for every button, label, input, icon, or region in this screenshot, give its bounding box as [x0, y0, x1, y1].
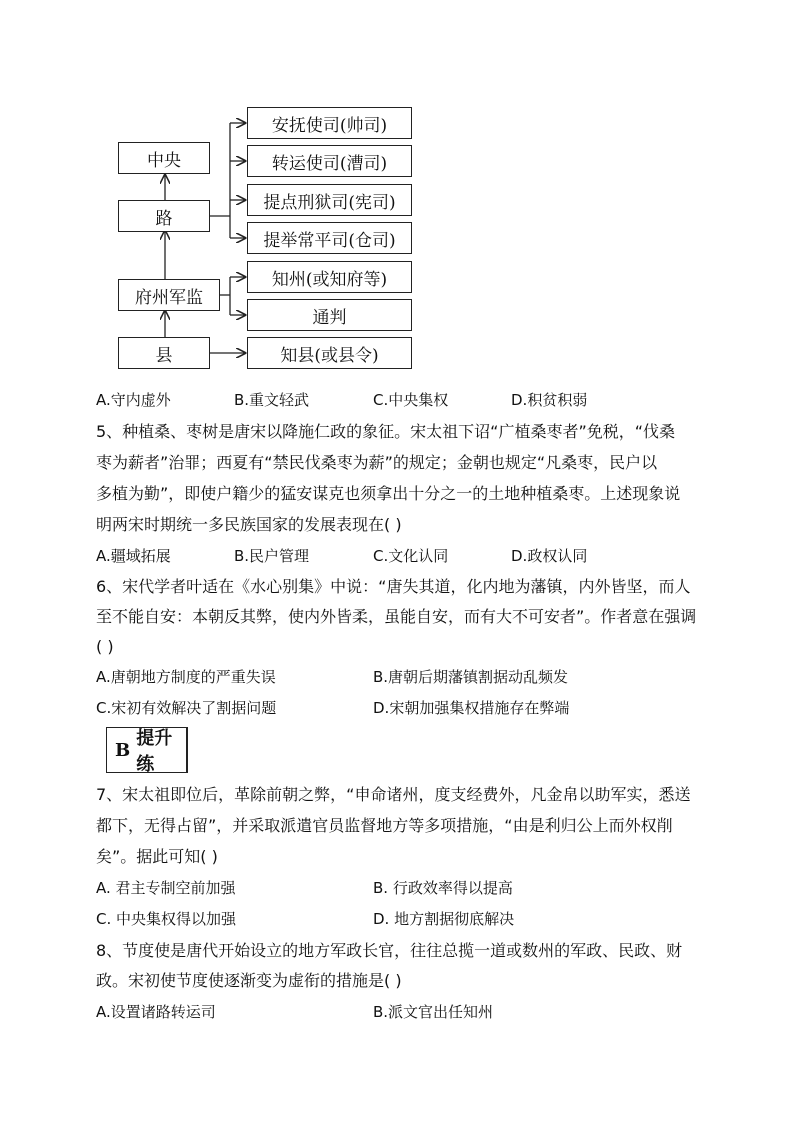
q5-option-a: A.疆域拓展: [96, 547, 171, 565]
q8-option-b: B.派文官出任知州: [373, 1003, 494, 1021]
box-route-office: 安抚使司(帅司): [247, 107, 412, 139]
q6-stem-line: 6、宋代学者叶适在《水心别集》中说：“唐失其道，化内地为藩镇，内外皆坚，而人: [96, 577, 691, 596]
q4-option-a: A.守内虚外: [96, 391, 171, 409]
box-central: 中央: [118, 142, 210, 174]
q8-option-a: A.设置诸路转运司: [96, 1003, 216, 1021]
q5-stem-line: 明两宋时期统一多民族国家的发展表现在( ): [96, 515, 402, 534]
q5-stem-line: 5、种植桑、枣树是唐宋以降施仁政的象征。宋太祖下诏“广植桑枣者”免税，“伐桑: [96, 422, 676, 441]
q7-stem-line: 矣”。据此可知( ): [96, 847, 218, 866]
q7-option-c: C. 中央集权得以加强: [96, 910, 237, 928]
q5-option-d: D.政权认同: [511, 547, 588, 565]
q5-option-b: B.民户管理: [234, 547, 310, 565]
q7-option-d: D. 地方割据彻底解决: [373, 910, 515, 928]
q5-option-c: C.文化认同: [373, 547, 449, 565]
section-b-tag: [106, 727, 188, 773]
q8-stem-line: 政。宋初使节度使逐渐变为虚衔的措施是( ): [96, 971, 402, 990]
q7-option-a: A. 君主专制空前加强: [96, 879, 236, 897]
q5-stem-line: 多植为勤”，即使户籍少的猛安谋克也须拿出十分之一的土地种植桑枣。上述现象说: [96, 484, 681, 503]
q7-option-b: B. 行政效率得以提高: [373, 879, 513, 897]
administrative-structure-diagram: [110, 100, 420, 375]
q4-option-c: C.中央集权: [373, 391, 449, 409]
box-route-office: 提点刑狱司(宪司): [247, 184, 412, 216]
q6-option-c: C.宋初有效解决了割据问题: [96, 699, 277, 717]
box-county: 县: [118, 337, 210, 369]
box-route-office: 提举常平司(仓司): [247, 222, 412, 254]
box-prefecture-office: 知州(或知府等): [247, 261, 412, 293]
section-letter: B: [115, 739, 131, 761]
q6-option-d: D.宋朝加强集权措施存在弊端: [373, 699, 570, 717]
box-route-office: 转运使司(漕司): [247, 145, 412, 177]
q6-stem-line: ( ): [96, 637, 114, 656]
q6-option-a: A.唐朝地方制度的严重失误: [96, 668, 276, 686]
box-prefecture-office: 通判: [247, 299, 412, 331]
q6-stem-line: 至不能自安：本朝反其弊，使内外皆柔，虽能自安，而有大不可安者”。作者意在强调: [96, 607, 697, 626]
q4-option-d: D.积贫积弱: [511, 391, 588, 409]
q4-option-b: B.重文轻武: [234, 391, 310, 409]
box-county-office: 知县(或县令): [247, 337, 412, 369]
q6-option-b: B.唐朝后期藩镇割据动乱频发: [373, 668, 569, 686]
box-prefecture: 府州军监: [118, 279, 220, 311]
q8-stem-line: 8、节度使是唐代开始设立的地方军政长官，往往总揽一道或数州的军政、民政、财: [96, 941, 683, 960]
q5-stem-line: 枣为薪者”治罪；西夏有“禁民伐桑枣为薪”的规定；金朝也规定“凡桑枣，民户以: [96, 453, 658, 472]
section-title: 提升练: [136, 728, 173, 775]
box-route: 路: [118, 200, 210, 232]
q7-stem-line: 都下，无得占留”，并采取派遣官员监督地方等多项措施，“由是利归公上而外权削: [96, 816, 673, 835]
q7-stem-line: 7、宋太祖即位后，革除前朝之弊，“申命诸州，度支经费外，凡金帛以助军实，悉送: [96, 785, 691, 804]
